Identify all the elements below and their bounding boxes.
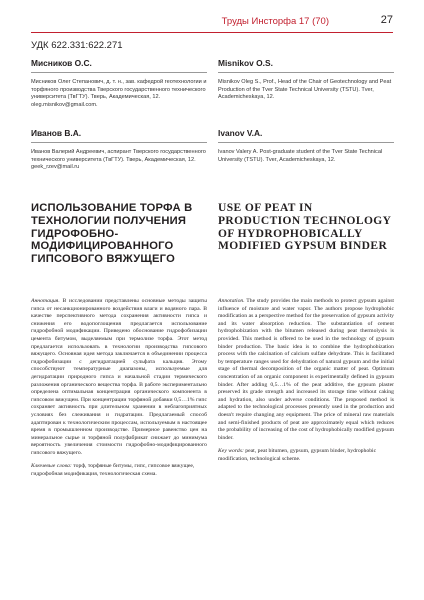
- article-title-ru: ИСПОЛЬЗОВАНИЕ ТОРФА В ТЕХНОЛОГИИ ПОЛУЧЕНИЯ ГИДРОФОБНО-МОДИФИЦИРОВАННОГО ГИПСОВОГО ВЯЖУЩЕГО: [31, 202, 193, 266]
- udc-code: УДК 622.331:622.271: [31, 40, 123, 51]
- author-info: Иванов Валерий Андреевич, аспирант Тверского государственного технического университета (ТвГТУ). Тверь, Академическая, 12. geek_rzev@mail.ru: [31, 149, 206, 171]
- keywords-text: торф, торфяные битумы, гипс, гипсовое вяжущее, гидрофобная модификация, технологическая схема.: [31, 463, 195, 478]
- keywords: [218, 448, 394, 463]
- keywords-text: peat, peat bitumen, gypsum, gypsum binder, hydrophobic modification, technological scheme.: [218, 448, 377, 462]
- author-block-en-2: [218, 128, 394, 164]
- article-title-en: USE OF PEAT IN PRODUCTION TECHNOLOGY OF HYDROPHOBICALLY MODIFIED GYPSUM BINDER: [218, 202, 391, 253]
- abstract-body: The study provides the main methods to protect gypsum against influence of moisture and water vapor. The authors propose hydrophobic modification as a perspective method for the preservation of gypsum activity and its water absorption reduction. The substantiation of cement hydrophobization with the bitumen released during peat thermolysis is provided. This method is offered to be used in the technology of gypsum binder production. The basic idea is to combine the hydrophobization process with the calcination of calcium sulfate dehydrate. This is facilitated by temperature ranges used for dehydration of natural gypsum and the initial stage of thermal decomposition of the organic matter of peat. Optimum concentration of an organic component is experimentally defined in gypsum binder. After adding 0,5…1% of the peat additive, the gypsum plaster preserved its grade strength and increased its storage time without caking and hydration, also under adverse conditions. The proposed method is adapted to the technological processes presently used in the production and doesn't require changing any equipment. The price of mineral raw materials and semi-finished products of peat are approximately equal which reduces the probability of increasing of the cost of hydrophobically modified gypsum binder.: [218, 298, 394, 441]
- author-name: Мисников О.С.: [31, 58, 207, 73]
- author-name: Ivanov V.A.: [218, 128, 394, 143]
- author-name: Misnikov O.S.: [218, 58, 394, 73]
- abstract-ru: [31, 298, 207, 479]
- page-header: [31, 10, 393, 33]
- author-info: Misnikov Oleg S., Prof., Head of the Chair of Geotechnology and Peat Production of the Tver State Technical University (TSTU). Tver, Academicheskaya, 12.: [218, 79, 392, 101]
- abstract-text: [31, 298, 207, 457]
- abstract-label: Аннотация.: [31, 298, 60, 304]
- keywords-label: Ключевые слова:: [31, 463, 72, 470]
- journal-title: Труды Инсторфа 17 (70): [221, 16, 329, 27]
- keywords-label: Key words:: [218, 448, 244, 455]
- abstract-body: В исследовании представлены основные методы защиты гипса от несанкционированного воздействия влаги и водяного пара. В качестве перспективного метода сохранения активности гипса и снижения его водопоглощения предлагается использование гидрофобной модификации. Приведено обоснование гидрофобизации цемента битумом, выделяемым при термолизе торфа. Этот метод предлагается использовать в технологии производства гипсового вяжущего. Основная идея метода заключается в объединении процесса гидрофобизации с дегидратацией сульфата кальция. Этому способствуют температурные диапазоны, используемые для дегидратации природного гипса и начальной стадии термического разложения органического вещества торфа. В работе экспериментально определена оптимальная концентрация органического компонента в гипсовом вяжущем. При концентрации торфяной добавки 0,5…1% гипс сохраняет активность при длительном хранении в неблагоприятных условиях без слеживания и гидратации. Предлагаемый способ адаптирован к технологическим процессам, используемым в настоящее время в промышленном производстве. Примерное равенство цен на минеральное сырье и торфяной полуфабрикат снижает до минимума вероятность увеличения стоимости гидрофобно-модифицированного гипсового вяжущего.: [31, 298, 207, 456]
- keywords: [31, 463, 207, 478]
- abstract-label: Annotation.: [218, 298, 245, 304]
- author-block-ru-2: [31, 128, 207, 172]
- author-block-ru-1: [31, 58, 207, 110]
- author-name: Иванов В.А.: [31, 128, 207, 143]
- author-info: Мисников Олег Степанович, д. т. н., зав. кафедрой геотехнологии и торфяного производства Тверского государственного технического университета (ТвГТУ). Тверь, Академическая, 12. oleg.misnikov@gmail.com.: [31, 79, 207, 109]
- author-block-en-1: [218, 58, 394, 102]
- abstract-text: [218, 298, 394, 442]
- abstract-en: [218, 298, 394, 463]
- page-number: 27: [380, 14, 393, 26]
- author-info: Ivanov Valery A. Post-graduate student of the Tver State Technical University (TSTU). Tver, Academicheskaya, 12.: [218, 149, 383, 163]
